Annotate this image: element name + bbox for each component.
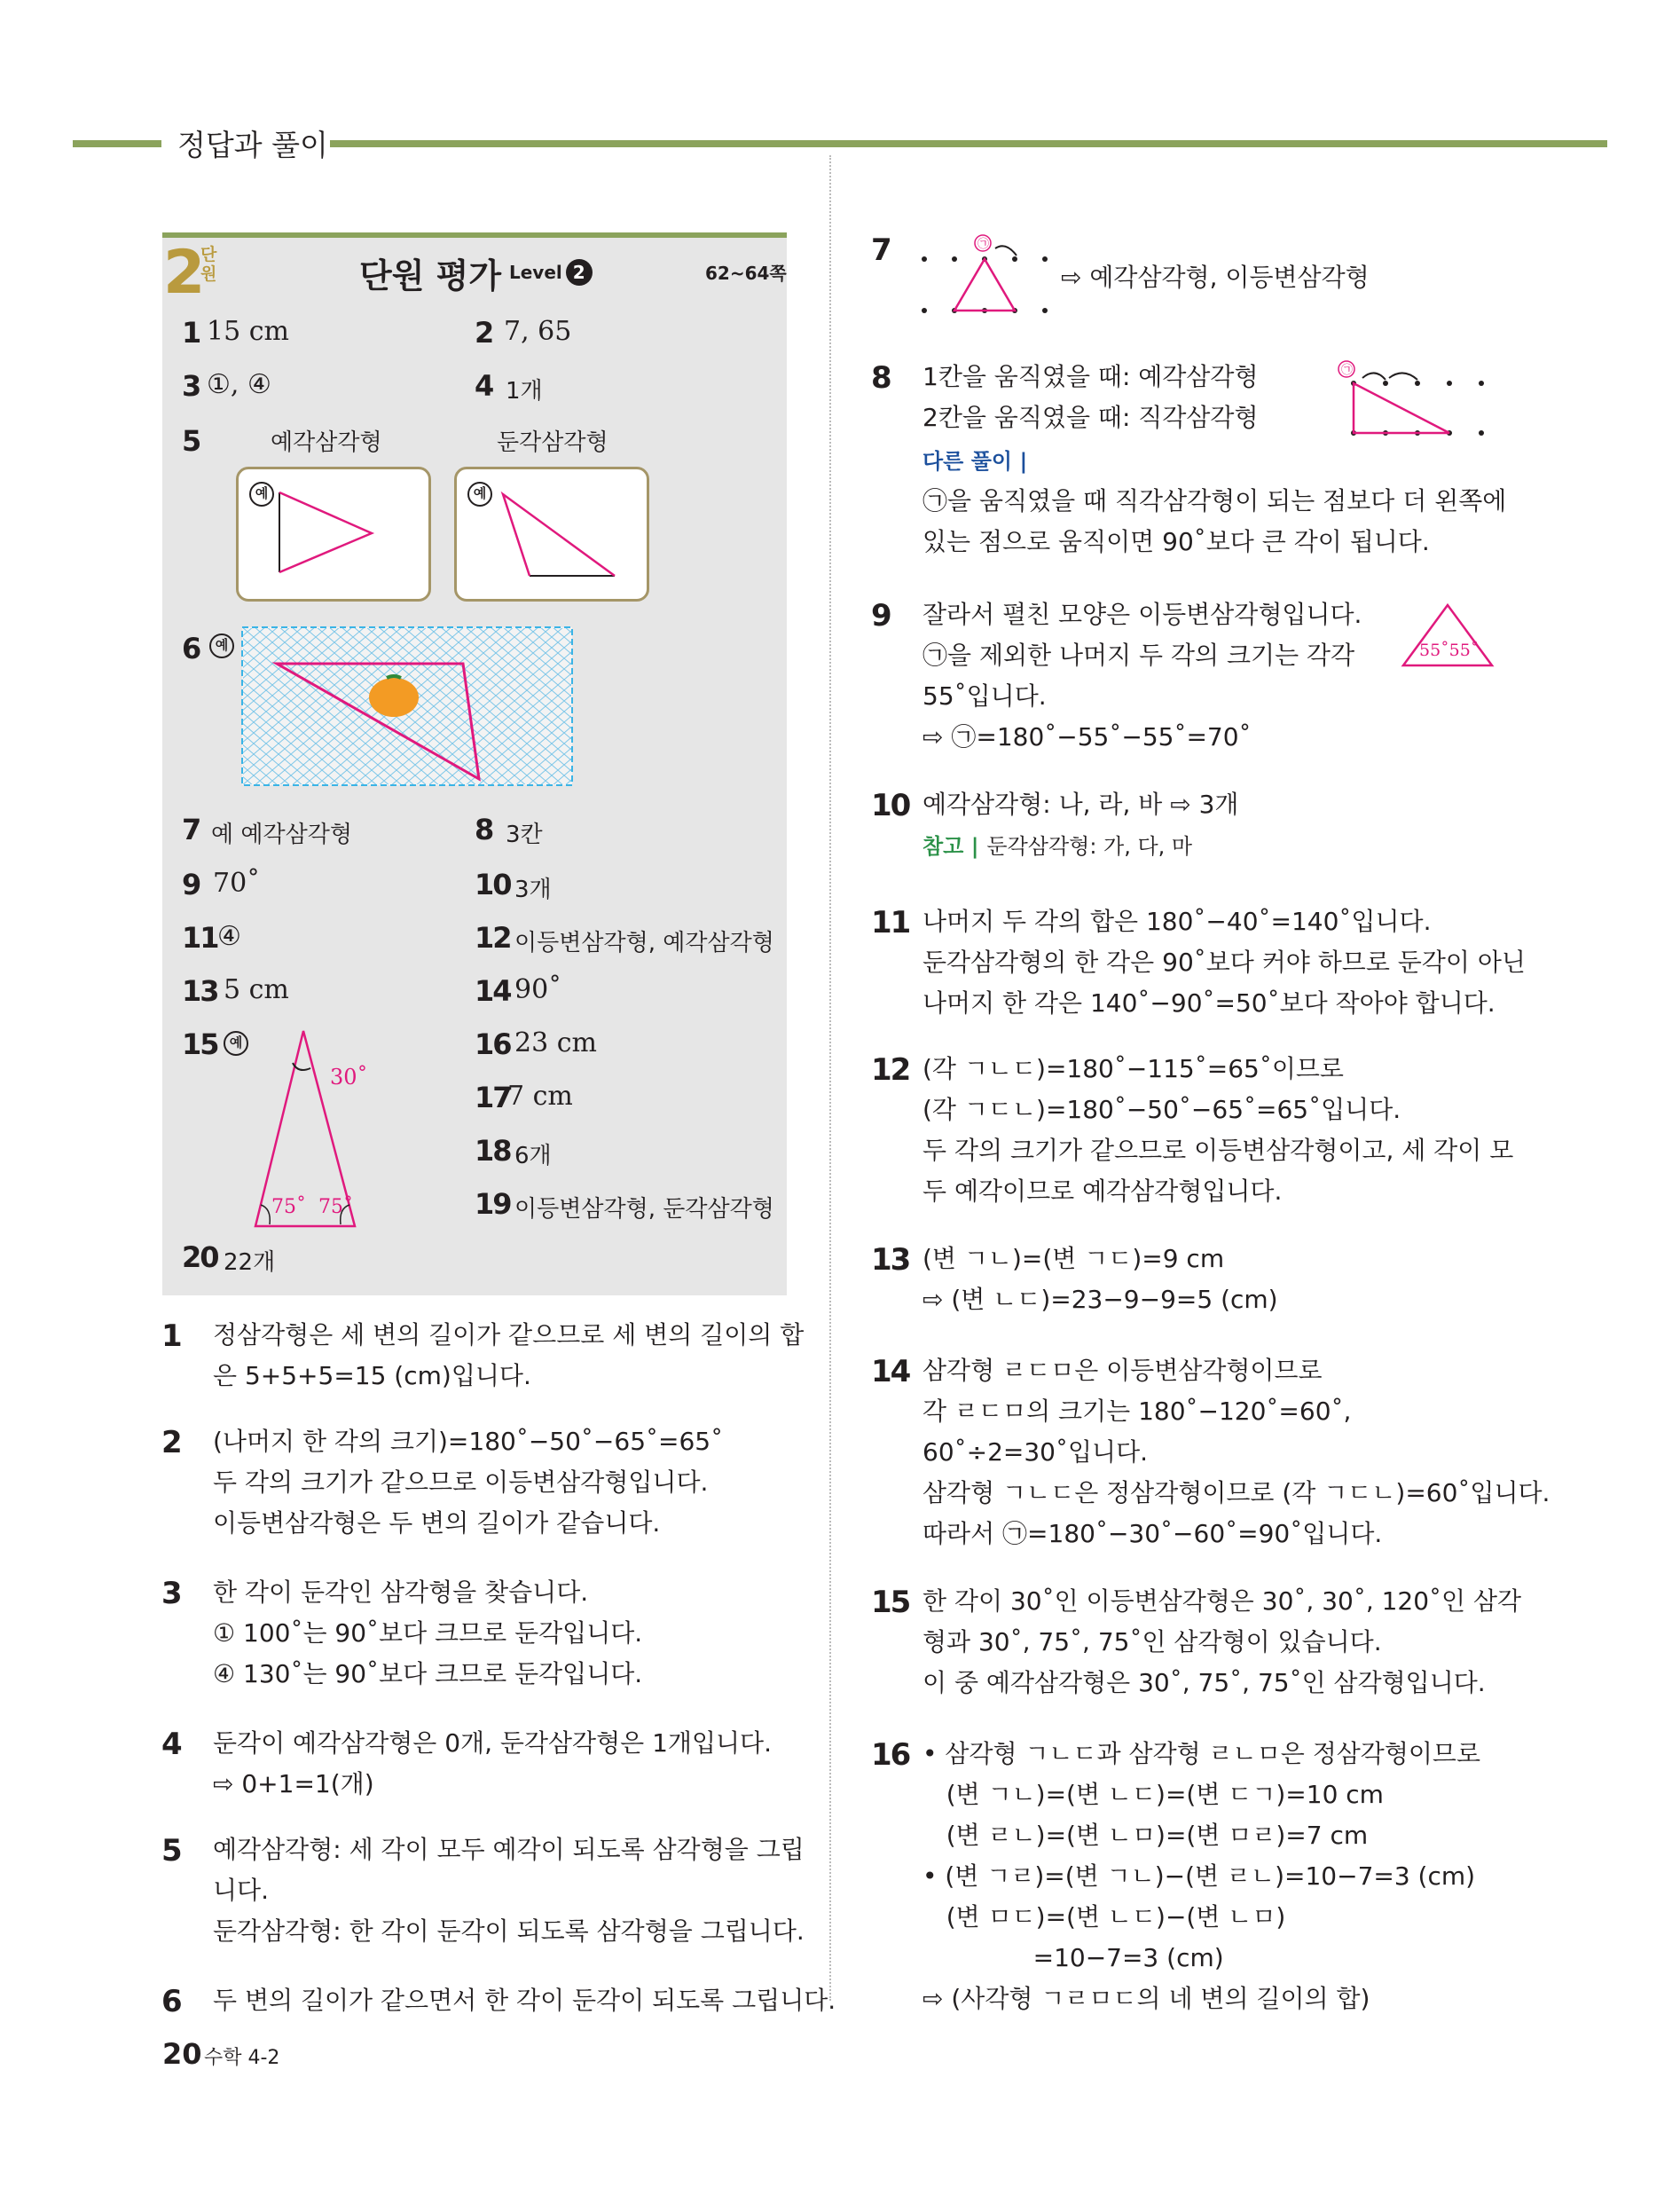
explanation-text: • 삼각형 ㄱㄴㄷ과 삼각형 ㄹㄴㅁ은 정삼각형이므로 (변 ㄱㄴ)=(변 ㄴㄷ)=(변 ㄷㄱ)=10 cm (변 ㄹㄴ)=(변 ㄴㅁ)=(변 ㅁㄹ)=7 cm • (변 ㄱㄹ)=(변 ㄱㄴ)−(변 ㄹㄴ)=10−7=3 (cm) (변 ㅁㄷ)=(변 ㄴㄷ)−(변 ㄴㅁ) =10−7=3 (cm) ⇨ (사각형 ㄱㄹㅁㄷ의 네 변의 길이의 합) [922, 1739, 1481, 2013]
explanation-number: 15 [871, 1585, 910, 1620]
other-solution-label: 다른 풀이 | [922, 449, 1028, 474]
answer-number: 9 [182, 868, 200, 901]
top-angle-label: 30˚ [330, 1065, 368, 1090]
answer-value: 이등변삼각형, 예각삼각형 [514, 930, 774, 956]
answer-value: 15 cm [207, 316, 289, 347]
answer-value: 3개 [514, 877, 552, 903]
fig5-right-heading: 둔각삼각형 [497, 429, 608, 456]
point-mark: ㉠ [977, 238, 990, 251]
answer-value: 90˚ [514, 974, 562, 1005]
explanation-number: 6 [161, 1984, 181, 2019]
column-divider [829, 155, 831, 2001]
explanation-text: (각 ㄱㄴㄷ)=180˚−115˚=65˚이므로 (각 ㄱㄷㄴ)=180˚−50˚−65˚=65˚입니다. 두 각의 크기가 같으므로 이등변삼각형이고, 세 각이 모 두 예각이므로 예각삼각형입니다. [922, 1054, 1514, 1206]
explanation-number: 4 [161, 1727, 181, 1762]
explanation-number: 8 [871, 360, 891, 396]
answer-number: 4 [475, 369, 493, 403]
answer-number: 16 [475, 1027, 511, 1061]
explanation-text: 1칸을 움직였을 때: 예각삼각형 2칸을 움직였을 때: 직각삼각형 [922, 362, 1259, 432]
explanation-number: 13 [871, 1242, 910, 1278]
acute-triangle-figure [239, 469, 428, 599]
page-header-title: 정답과 풀이 [177, 128, 328, 162]
answer-number: 3 [182, 369, 200, 403]
base-angles-label: 75˚ 75˚ [271, 1196, 353, 1218]
answer-value: ①, ④ [207, 369, 271, 400]
explanation-number: 2 [161, 1425, 181, 1460]
header-rule-left [73, 140, 161, 147]
explanation-text: 한 각이 30˚인 이등변삼각형은 30˚, 30˚, 120˚인 삼각 형과 30˚, 75˚, 75˚인 삼각형이 있습니다. 이 중 예각삼각형은 30˚, 75˚, 75˚인 삼각형입니다. [922, 1586, 1522, 1697]
explanation-number: 3 [161, 1576, 181, 1611]
example-mark: 예 [467, 482, 492, 507]
answer-number: 6 [182, 632, 200, 665]
answer-value: 70˚ [213, 868, 261, 899]
explanation-text: 잘라서 펼친 모양은 이등변삼각형입니다. ㉠을 제외한 나머지 두 각의 크기는 각각 55˚입니다. ⇨ ㉠=180˚−55˚−55˚=70˚ [922, 600, 1362, 751]
answer-value: 3칸 [506, 822, 543, 848]
answer-value: 22개 [224, 1249, 276, 1276]
explanation-text: 삼각형 ㄹㄷㅁ은 이등변삼각형이므로 각 ㄹㄷㅁ의 크기는 180˚−120˚=60˚, 60˚÷2=30˚입니다. 삼각형 ㄱㄴㄷ은 정삼각형이므로 (각 ㄱㄷㄴ)=60˚입니다. 따라서 ㉠=180˚−30˚−60˚=90˚입니다. [922, 1356, 1550, 1548]
answer-number: 13 [182, 974, 218, 1008]
answer-value: 6개 [514, 1143, 552, 1169]
example-mark: 예 [209, 633, 234, 658]
explanation-text: 예각삼각형: 세 각이 모두 예각이 되도록 삼각형을 그립 니다. 둔각삼각형: 한 각이 둔각이 되도록 삼각형을 그립니다. [213, 1835, 805, 1946]
answer-value: 이등변삼각형, 둔각삼각형 [514, 1196, 774, 1223]
answer-number: 5 [182, 424, 200, 458]
explanation-number: 11 [871, 905, 910, 940]
explanation-text: (변 ㄱㄴ)=(변 ㄱㄷ)=9 cm ⇨ (변 ㄴㄷ)=23−9−9=5 (cm) [922, 1244, 1278, 1314]
explanation-text: (나머지 한 각의 크기)=180˚−50˚−65˚=65˚ 두 각의 크기가 같으므로 이등변삼각형입니다. 이등변삼각형은 두 변의 길이가 같습니다. [213, 1427, 724, 1538]
fig5-obtuse-card [454, 467, 649, 602]
explanation-number: 7 [871, 232, 891, 268]
unit-label: 단원 [200, 245, 217, 284]
reference-note: 참고 | 둔각삼각형: 가, 다, 마 [922, 834, 1193, 859]
answer-number: 18 [475, 1134, 511, 1168]
answer-number: 20 [182, 1240, 218, 1274]
page-number: 20 [162, 2037, 202, 2071]
explanation-text: 나머지 두 각의 합은 180˚−40˚=140˚입니다. 둔각삼각형의 한 각은 90˚보다 커야 하므로 둔각이 아닌 나머지 한 각은 140˚−90˚=50˚보다 작아야 합니다. [922, 907, 1526, 1018]
answer-number: 14 [475, 974, 511, 1008]
explanation-text: 정삼각형은 세 변의 길이가 같으므로 세 변의 길이의 합 은 5+5+5=15 (cm)입니다. [213, 1320, 805, 1390]
example-mark: 예 [224, 1031, 248, 1056]
explanation-number: 9 [871, 598, 891, 633]
answer-number: 19 [475, 1187, 511, 1221]
answer-value: 5 cm [224, 974, 289, 1005]
page-range: 62~64쪽 [705, 263, 787, 284]
answer-box-top-rule [162, 232, 787, 238]
answer-value: 7, 65 [504, 316, 572, 347]
explanation-number: 12 [871, 1052, 910, 1088]
answer-number: 11 [182, 921, 218, 955]
level-badge [509, 259, 593, 286]
answer-number: 8 [475, 813, 493, 846]
answer-number: 2 [475, 316, 493, 350]
level-number: 2 [566, 259, 593, 286]
point-mark: ㉠ [1341, 364, 1354, 377]
answer-value: 7 cm [507, 1081, 573, 1112]
answer-number: 17 [475, 1081, 511, 1114]
explanation-number: 10 [871, 788, 910, 823]
explanation-number: 16 [871, 1737, 910, 1773]
answer-value: 1개 [506, 378, 543, 405]
grid-triangle-figure [241, 626, 573, 786]
answer-number: 10 [475, 868, 511, 901]
answer-value: 23 cm [514, 1027, 597, 1058]
header-rule-right [330, 140, 1607, 147]
answer-value: 예 예각삼각형 [211, 822, 352, 848]
folded-triangle-figure [1398, 600, 1497, 671]
book-title: 수학 4-2 [204, 2047, 280, 2069]
fig5-acute-card [236, 467, 431, 602]
obtuse-triangle-figure [457, 469, 647, 599]
explanation-text: ⇨ 예각삼각형, 이등변삼각형 [1061, 263, 1370, 292]
level-text: Level [509, 262, 562, 283]
answer-number: 7 [182, 813, 200, 846]
answer-value: ④ [217, 921, 241, 952]
answer-number: 15 [182, 1027, 218, 1061]
answer-number: 12 [475, 921, 511, 955]
base-angles-label: 55˚55˚ [1419, 641, 1480, 660]
explanation-text: 두 변의 길이가 같으면서 한 각이 둔각이 되도록 그립니다. [213, 1986, 836, 2015]
explanation-number: 5 [161, 1833, 181, 1869]
answer-number: 1 [182, 316, 200, 350]
explanation-number: 14 [871, 1354, 910, 1389]
explanation-text: 둔각이 예각삼각형은 0개, 둔각삼각형은 1개입니다. ⇨ 0+1=1(개) [213, 1728, 772, 1798]
explanation-text: 예각삼각형: 나, 라, 바 ⇨ 3개 [922, 790, 1239, 819]
dot-grid-figure-8 [1331, 358, 1499, 438]
explanation-text: 한 각이 둔각인 삼각형을 찾습니다. ① 100˚는 90˚보다 크므로 둔각입니다. ④ 130˚는 90˚보다 크므로 둔각입니다. [213, 1578, 643, 1688]
box-title: 단원 평가 [359, 256, 502, 295]
explanation-text: ㉠을 움직였을 때 직각삼각형이 되는 점보다 더 왼쪽에 있는 점으로 움직이면 90˚보다 큰 각이 됩니다. [922, 486, 1507, 556]
explanation-number: 1 [161, 1318, 181, 1354]
example-mark: 예 [249, 482, 274, 507]
fig5-left-heading: 예각삼각형 [271, 429, 382, 456]
unit-number: 2 [163, 238, 206, 308]
